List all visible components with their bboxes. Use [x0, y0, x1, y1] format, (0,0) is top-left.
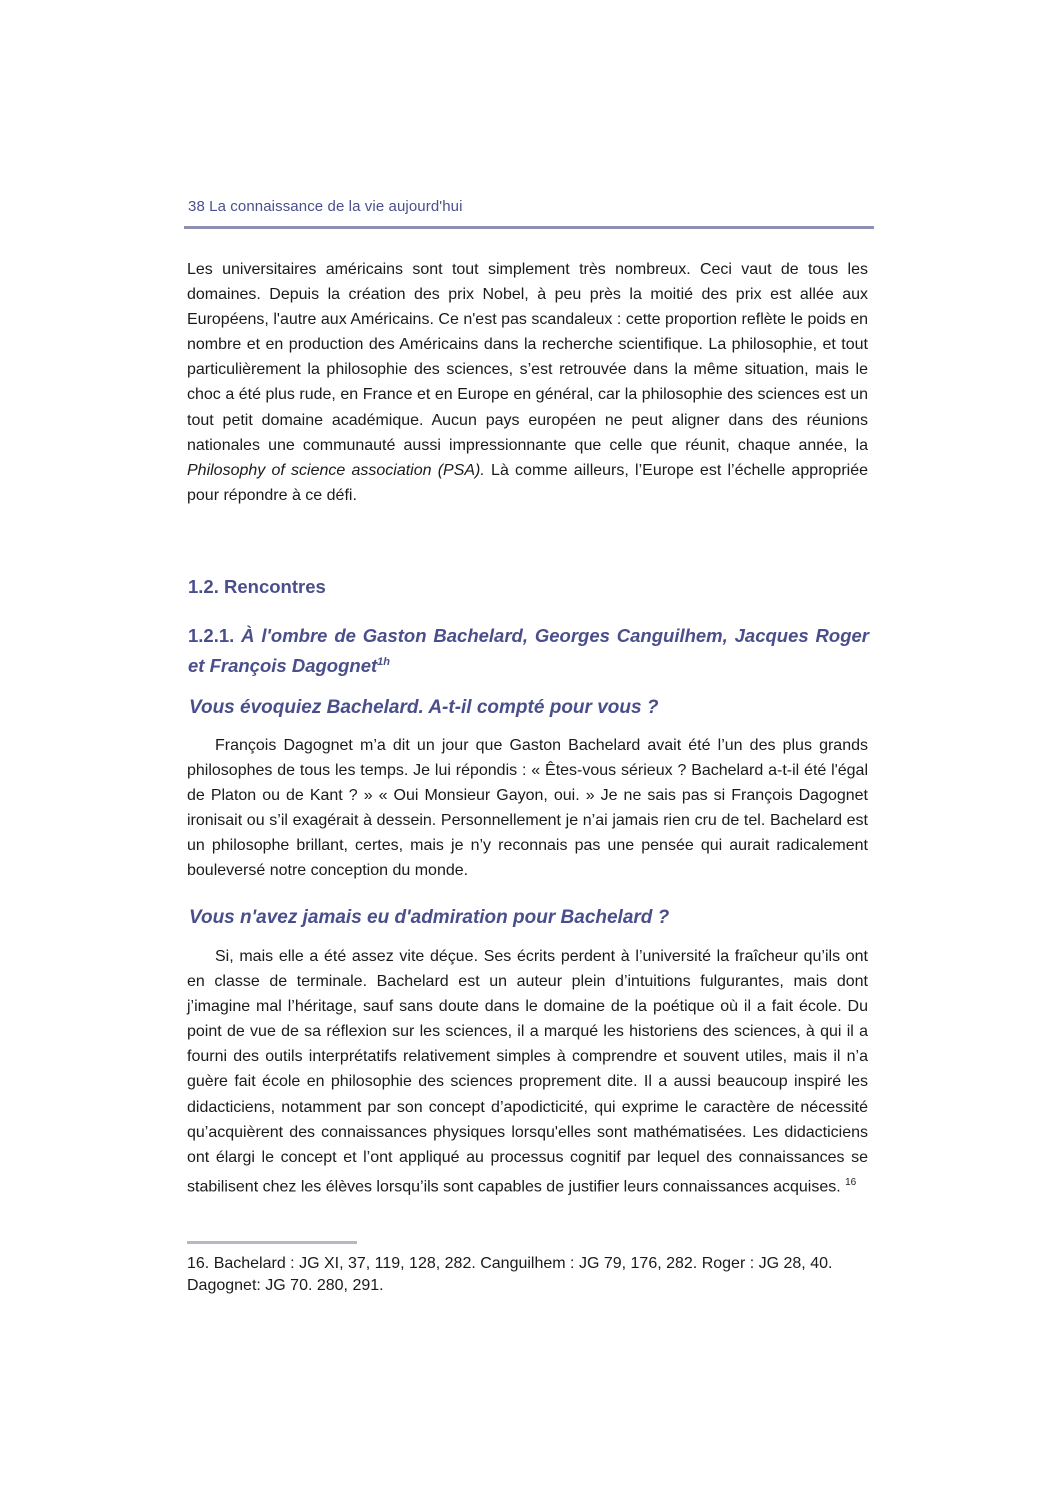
- paragraph-1: [187, 257, 868, 508]
- footnote: 16. Bachelard : JG XI, 37, 119, 128, 282. Canguilhem : JG 79, 176, 282. Roger : JG 28, 40. Dagognet: JG 70. 280, 291.: [187, 1255, 833, 1294]
- paragraph-1-italic: Philosophy of science association (PSA).: [187, 461, 485, 479]
- paragraph-2: François Dagognet m’a dit un jour que Gaston Bachelard avait été l’un des plus grands philosophes de tous les temps. Je lui répondis : « Êtes-vous sérieux ? Bachelard a-t-il été l'égal de Platon ou de Kant ? » « Oui Monsieur Gayon, oui. » Je ne sais pas si François Dagognet ironisait ou s’il exagérait à dessein. Personnellement je n’ai jamais rien cru de tel. Bachelard est un philosophe brillant, certes, mais je n’y reconnais pas une pensée qui aurait radicalement bouleversé notre conception du monde.: [187, 737, 868, 880]
- running-head: 38 La connaissance de la vie aujourd'hui: [188, 198, 463, 215]
- question-1: Vous évoquiez Bachelard. A-t-il compté pour vous ?: [189, 697, 659, 718]
- paragraph-1-text: Les universitaires américains sont tout simplement très nombreux. Ceci vaut de tous les domaines. Depuis la création des prix Nobel, à peu près la moitié des prix est allée aux Européens, l'autre aux Américains. Ce n'est pas scandaleux : cette proportion reflète le poids en nombre et en production des Américains dans la recherche scientifique. La philosophie, et tout particulièrement la philosophie des sciences, s’est retrouvée dans la même situation, mais le choc a été plus rude, en France et en Europe en général, car la philosophie des sciences est un tout petit domaine académique. Aucun pays européen ne peut aligner dans des réunions nationales une communauté aussi impressionnante que celle que réunit, chaque année, la: [187, 261, 868, 454]
- paragraph-1-end: Là comme ailleurs, l’Europe est l’échelle appropriée pour répondre à ce défi.: [187, 461, 868, 504]
- question-2: Vous n'avez jamais eu d'admiration pour Bachelard ?: [189, 907, 670, 928]
- paragraph-3: [187, 944, 868, 1199]
- subsection-number: 1.2.1.: [188, 625, 235, 646]
- footnote-rule: [187, 1241, 357, 1244]
- subsection-superscript: 1h: [377, 656, 390, 668]
- subsection-title: À l'ombre de Gaston Bachelard, Georges Canguilhem, Jacques Roger et François Dagognet: [188, 625, 869, 677]
- section-heading: 1.2. Rencontres: [188, 576, 326, 597]
- footnote-ref: 16: [845, 1176, 857, 1188]
- paragraph-3-text: Si, mais elle a été assez vite déçue. Ses écrits perdent à l’université la fraîcheur qu’ils ont en classe de terminale. Bachelard est un auteur plein d’intuitions fulgurantes, mais dont j’imagine mal l’héritage, sauf sans doute dans le domaine de la poétique où il a fait école. Du point de vue de sa réflexion sur les sciences, il a marqué les historiens des sciences, à qui il a fourni des outils interprétatifs relativement simples à comprendre et souvent utiles, mais il n’a guère fait école en philosophie des sciences proprement dite. Il a aussi beaucoup inspiré les didacticiens, notamment par son concept d’apodicticité, qui exprime le caractère de nécessité qu’acquièrent des connaissances physiques lorsqu'elles sont mathématisées. Les didacticiens ont élargi le concept et l’ont appliqué au processus cognitif par lequel des connaissances se stabilisent chez les élèves lorsqu’ils sont capables de justifier leurs connaissances acquises.: [187, 948, 868, 1196]
- header-rule: [184, 226, 874, 229]
- subsection-heading: [188, 623, 869, 679]
